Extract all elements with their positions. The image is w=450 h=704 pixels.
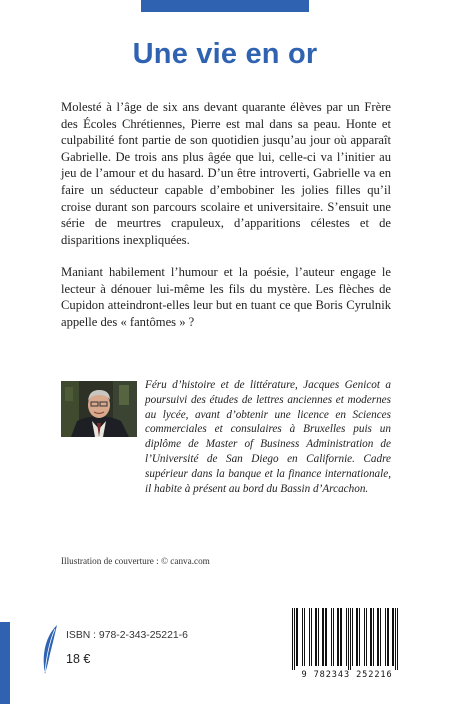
author-bio: Féru d’histoire et de littérature, Jacques Genicot a poursuivi des études de lettres anciennes et modernes au lycée, avant d’obtenir une licence en Sciences commerciales et consulaires à Bruxelles puis un diplôme de Master of Business Administration de l’Université de San Diego en Californie. Cadre supérieur dans la banque et la finance internationale, il habite à présent au bord du Bassin d’Arcachon. bbox=[145, 379, 391, 495]
barcode bbox=[284, 606, 408, 682]
book-title: Une vie en or bbox=[132, 38, 318, 70]
price: 18 € bbox=[66, 652, 91, 666]
isbn: ISBN : 978-2-343-25221-6 bbox=[66, 630, 188, 641]
barcode-bars bbox=[286, 608, 406, 670]
barcode-number: 9 782343 252216 bbox=[301, 670, 393, 680]
side-accent-bar bbox=[0, 622, 10, 704]
summary-paragraph-1: Molesté à l’âge de six ans devant quarante élèves par un Frère des Écoles Chrétiennes, Pierre est mal dans sa peau. Honte et culpabilité font partie de son quotidien jusqu’au jour où apparaît Gabrielle. De trois ans plus âgée que lui, celle-ci va l’initier au jeu de l’amour et du hasard. D’un être introverti, Gabrielle va en faire un séducteur capable d’embobiner les jolies filles qu’il croise durant son parcours scolaire et universitaire. S’ensuit une série de meurtres crapuleux, d’apparitions célestes et de disparitions inexpliquées. bbox=[61, 100, 391, 247]
cover-illustration-credit: Illustration de couverture : © canva.com bbox=[61, 556, 210, 566]
summary-paragraph-2: Maniant habilement l’humour et la poésie, l’auteur engage le lecteur à dénouer lui-même les fils du mystère. Les flèches de Cupidon atteindront-elles leur but en tuant ce que Boris Cyrulnik appelle des « fantômes » ? bbox=[61, 265, 391, 329]
author-photo bbox=[61, 381, 137, 437]
author-portrait-image bbox=[61, 381, 137, 437]
feather-quill-icon bbox=[40, 624, 60, 676]
top-accent-bar bbox=[141, 0, 309, 12]
